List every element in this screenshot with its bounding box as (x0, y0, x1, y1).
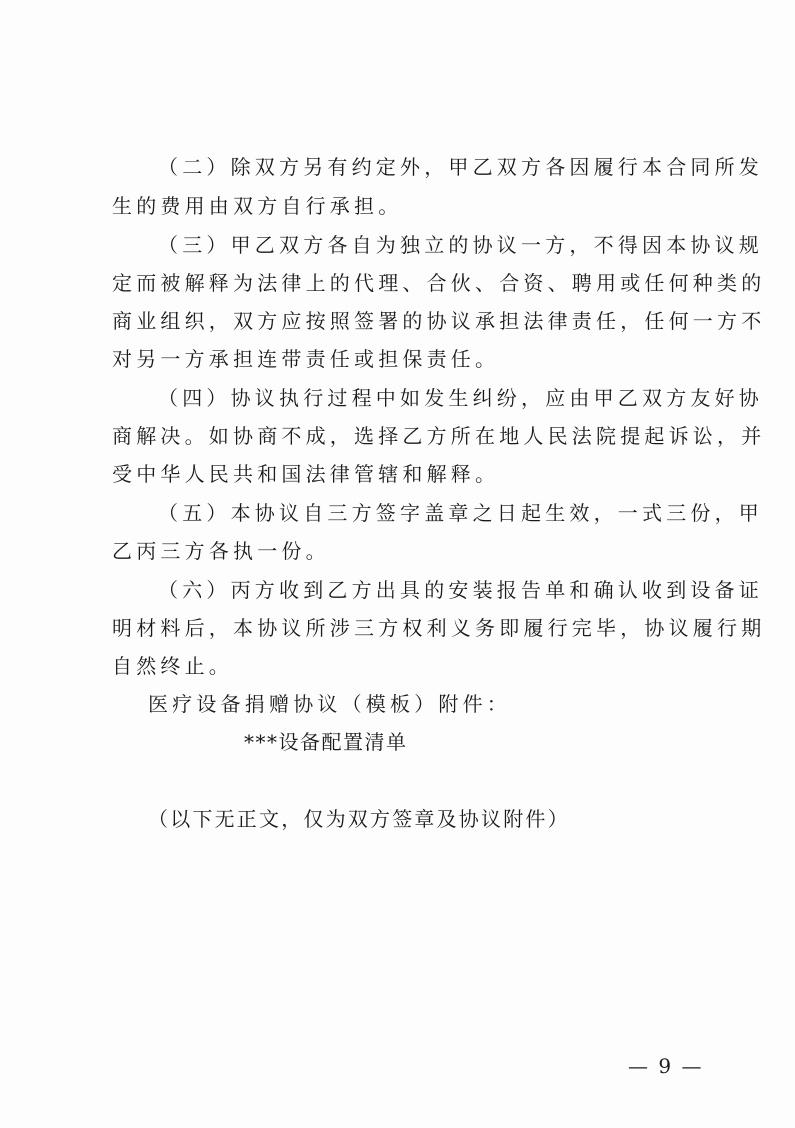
paragraph-4-line-1: （四）协议执行过程中如发生纠纷，应由甲乙双方友好协 (158, 386, 763, 410)
paragraph-6-line-3: 自然终止。 (112, 654, 233, 678)
closing-note: （以下无正文，仅为双方签章及协议附件） (148, 807, 570, 831)
paragraph-3-line-4: 对另一方承担连带责任或担保责任。 (112, 347, 500, 371)
paragraph-3-line-2: 定而被解释为法律上的代理、合伙、合资、聘用或任何种类的 (112, 271, 766, 295)
attachment-title: ***设备配置清单 (244, 730, 408, 754)
paragraph-3-line-1: （三）甲乙双方各自为独立的协议一方，不得因本协议规 (158, 233, 763, 257)
paragraph-6-line-1: （六）丙方收到乙方出具的安装报告单和确认收到设备证 (158, 578, 763, 602)
paragraph-4-line-3: 受中华人民共和国法律管辖和解释。 (112, 462, 500, 486)
paragraph-6-line-2: 明材料后，本协议所涉三方权利义务即履行完毕，协议履行期 (112, 616, 766, 640)
paragraph-2-line-2: 生的费用由双方自行承担。 (112, 194, 403, 218)
paragraph-2-line-1: （二）除双方另有约定外，甲乙双方各因履行本合同所发 (158, 155, 763, 179)
paragraph-5-line-2: 乙丙三方各执一份。 (112, 539, 330, 563)
paragraph-3-line-3: 商业组织，双方应按照签署的协议承担法律责任，任何一方不 (112, 309, 766, 333)
paragraph-4-line-2: 商解决。如协商不成，选择乙方所在地人民法院提起诉讼，并 (112, 424, 766, 448)
paragraph-5-line-1: （五）本协议自三方签字盖章之日起生效，一式三份，甲 (158, 501, 763, 525)
page-number: — 9 — (628, 1054, 704, 1078)
attachment-heading: 医疗设备捐赠协议（模板）附件： (148, 692, 511, 716)
